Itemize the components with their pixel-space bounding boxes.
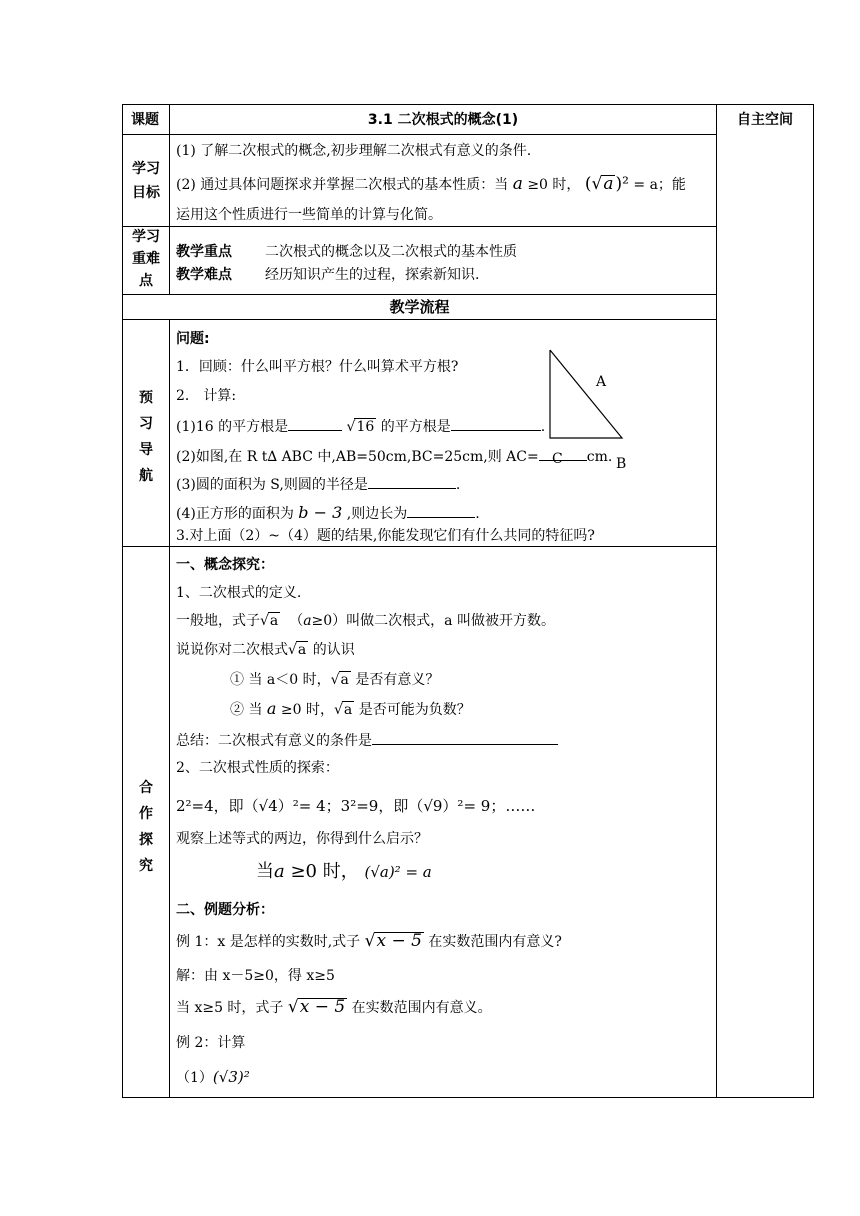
table-border-right bbox=[813, 104, 814, 1098]
vertex-a-label: A bbox=[596, 374, 607, 390]
coop-property-title: 2、二次根式性质的探索： bbox=[176, 760, 339, 776]
preview-q2-3: (3)圆的面积为 S,则圆的半径是 . bbox=[176, 474, 460, 494]
coop-section-1: 一、概念探究： bbox=[176, 557, 274, 573]
preview-q3: 3.对上面（2）~（4）题的结果,你能发现它们有什么共同的特征吗? bbox=[176, 528, 595, 544]
coop-case-1: ① 当 a＜0 时，√a 是否有意义？ bbox=[230, 672, 440, 688]
preview-q2: 2． 计算: bbox=[176, 388, 237, 404]
solution-2: 当 x≥5 时，式子 √x − 5 在实数范围内有意义。 bbox=[176, 997, 492, 1017]
row-divider-3 bbox=[122, 294, 716, 295]
difficulty-label: 教学难点 bbox=[176, 267, 232, 283]
header-topic-label: 课题 bbox=[131, 112, 159, 128]
preview-question: 问题: bbox=[176, 331, 210, 347]
preview-label: 预 习 导 航 bbox=[139, 390, 153, 484]
header-self-space-label: 自主空间 bbox=[737, 112, 793, 128]
objective-1: (1) 了解二次根式的概念,初步理解二次根式有意义的条件. bbox=[176, 143, 532, 159]
col-divider-1b bbox=[169, 319, 170, 1098]
row-divider-2 bbox=[122, 226, 716, 227]
triangle-figure bbox=[548, 348, 628, 442]
preview-q1: 1．回顾：什么叫平方根？什么叫算术平方根? bbox=[176, 359, 459, 375]
vertex-b-label: B bbox=[616, 456, 627, 472]
objectives-label: 学习 目标 bbox=[132, 161, 160, 201]
coop-definition: 一般地，式子√a （a≥0）叫做二次根式，a 叫做被开方数。 bbox=[176, 613, 555, 629]
row-divider-4 bbox=[122, 319, 716, 320]
focus-label: 教学重点 bbox=[176, 244, 232, 260]
col-divider-2 bbox=[716, 104, 717, 1098]
vertex-c-label: C bbox=[552, 451, 563, 467]
table-border-top bbox=[122, 104, 814, 105]
preview-q2-1: (1)16 的平方根是 √16 的平方根是 . bbox=[176, 416, 545, 436]
coop-talk: 说说你对二次根式√a 的认识 bbox=[176, 642, 355, 658]
difficulty-text: 经历知识产生的过程，探索新知识. bbox=[265, 267, 480, 283]
keypoints-label: 学习 重难 点 bbox=[132, 229, 160, 289]
table-border-bottom bbox=[122, 1097, 814, 1098]
row-divider-1 bbox=[122, 134, 716, 135]
coop-summary: 总结：二次根式有意义的条件是 bbox=[176, 730, 558, 750]
solution-1: 解：由 x－5≥0，得 x≥5 bbox=[176, 968, 335, 984]
coop-rule: 当a ≥0 时， (√a)² = a bbox=[256, 861, 432, 882]
preview-q2-4: (4)正方形的面积为 b − 3 ,则边长为 . bbox=[176, 503, 480, 522]
objective-2: (2) 通过具体问题探求并掌握二次根式的基本性质：当 a ≥0 时， (√a )² = a；能 bbox=[176, 174, 686, 194]
page-title: 3.1 二次根式的概念(1) bbox=[367, 112, 519, 128]
coop-observe: 观察上述等式的两边，你得到什么启示？ bbox=[176, 831, 428, 847]
preview-q2-2: (2)如图,在 R t∆ ABC 中,AB=50cm,BC=25cm,则 AC= cm. bbox=[176, 446, 612, 466]
row-divider-5 bbox=[122, 546, 716, 547]
col-divider-1 bbox=[169, 104, 170, 294]
focus-text: 二次根式的概念以及二次根式的基本性质 bbox=[265, 244, 517, 260]
example-2-item-1: （1）(√3)² bbox=[176, 1068, 250, 1086]
coop-label: 合 作 探 究 bbox=[139, 780, 153, 874]
coop-section-2: 二、例题分析： bbox=[176, 902, 274, 918]
example-2: 例 2：计算 bbox=[176, 1035, 246, 1051]
coop-equation: 2²=4，即（√4）²= 4；3²=9，即（√9）²= 9；…… bbox=[176, 797, 536, 815]
objective-3: 运用这个性质进行一些简单的计算与化简。 bbox=[176, 207, 442, 223]
flow-title: 教学流程 bbox=[389, 298, 450, 316]
coop-case-2: ② 当 a ≥0 时，√a 是否可能为负数？ bbox=[230, 699, 471, 718]
example-1: 例 1：x 是怎样的实数时,式子 √x − 5 在实数范围内有意义? bbox=[176, 931, 562, 951]
coop-definition-title: 1、二次根式的定义. bbox=[176, 585, 302, 601]
